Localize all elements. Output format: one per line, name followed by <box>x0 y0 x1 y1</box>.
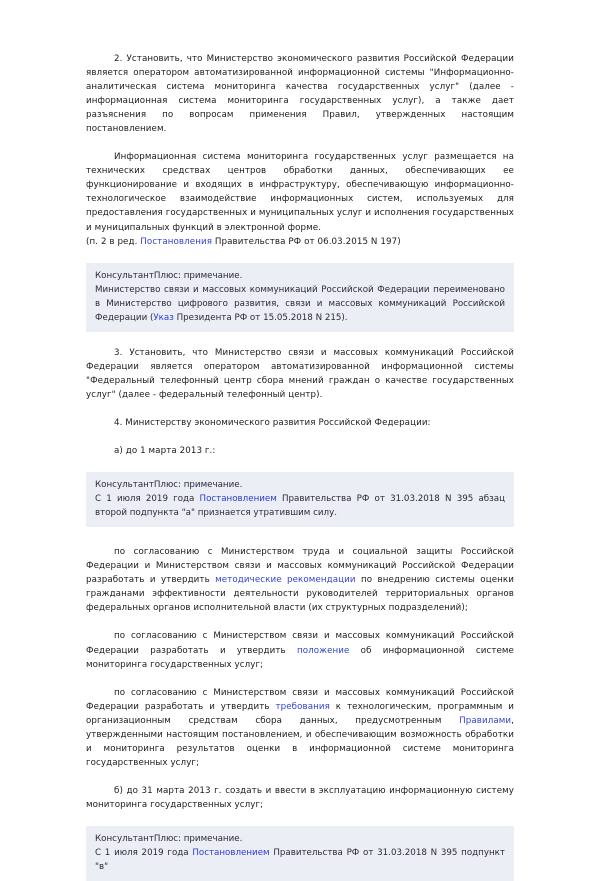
link-polozhenie[interactable]: положение <box>296 645 350 656</box>
recommendations-part-2: по внедрению системы оценки гражданами эффективности деятельности руководителей территориальных органов федеральных органов исполнительной власти (их структурных подразделений); <box>86 575 514 614</box>
amendment-suffix: Правительства РФ от 06.03.2015 N 197) <box>212 236 401 247</box>
item-b <box>86 784 514 812</box>
paragraph-2-text: 2. Установить, что Министерство экономического развития Российской Федерации является оператором автоматизированной информационной системы "Информационно-аналитическая система мониторинга качества государственных услуг" (далее - информационная система мониторинга государственных услуг), а также дает разъяснения по вопросам применения Правил, утвержденных настоящим постановлением. <box>86 54 514 135</box>
item-b-text: б) до 31 марта 2013 г. создать и ввести в эксплуатацию информационную систему мониторинга государственных услуг; <box>86 785 514 810</box>
paragraph-recommendations <box>86 545 514 615</box>
consultant-note-3 <box>86 826 514 881</box>
consultant-note-2-body <box>95 492 505 520</box>
link-postanovleniem-1[interactable]: Постановлением <box>199 494 277 505</box>
note-2-text-part-1: С 1 июля 2019 года <box>95 494 200 505</box>
paragraph-2 <box>86 52 514 136</box>
spacer <box>86 430 514 444</box>
spacer <box>86 402 514 416</box>
paragraph-info-system-text: Информационная система мониторинга государственных услуг размещается на технических средствах центров обработки данных, обеспечивающих ее функционирование и входящих в инфраструктуру, обеспечивающую информационно-технологическое взаимодействие информационных систем, используемых для предоставления государственных и муниципальных услуг и исполнения государственных и муниципальных функций в электронной форме. <box>86 152 514 233</box>
consultant-note-1-title: КонсультантПлюс: примечание. <box>95 270 243 281</box>
consultant-note-2-title: КонсультантПлюс: примечание. <box>95 480 243 491</box>
recommendations-part-1: по согласованию с Министерством труда и социальной защиты Российской Федерации и Министерством связи и массовых коммуникаций Российской Федерации разработать и утвердить <box>86 547 514 586</box>
trebovaniya-part-1: по согласованию с Министерством связи и массовых коммуникаций Российской Федерации разработать и утвердить <box>86 687 514 712</box>
consultant-note-3-title: КонсультантПлюс: примечание. <box>95 833 243 844</box>
spacer <box>86 527 514 545</box>
trebovaniya-part-3: , утвержденными настоящим постановлением, и обеспечивающим возможность обработки и мониторинга результатов оценки в информационной системе мониторинга государственных услуг; <box>86 715 514 768</box>
amendment-prefix: (п. 2 в ред. <box>86 236 141 247</box>
note-3-text-part-2: Правительства РФ от 31.03.2018 N 395 подпункт "в" <box>95 848 505 873</box>
trebovaniya-part-2: к технологическим, программным и организационным средствам сбора данных, предусмотренным <box>86 701 514 726</box>
note-2-text-part-2: Правительства РФ от 31.03.2018 N 395 абзац второй подпункта "а" признается утратившим силу. <box>95 494 505 519</box>
spacer <box>86 770 514 784</box>
paragraph-3 <box>86 346 514 402</box>
consultant-note-2 <box>86 472 514 527</box>
spacer <box>86 249 514 263</box>
paragraph-polozhenie <box>86 629 514 671</box>
note-1-text-part-1: Министерство связи и массовых коммуникаций Российской Федерации переименовано в Министерство цифрового развития, связи и массовых коммуникаций Российской Федерации ( <box>95 284 505 323</box>
consultant-note-3-body <box>95 846 505 874</box>
link-trebovaniya[interactable]: требования <box>275 701 330 712</box>
link-postanovleniem-2[interactable]: Постановлением <box>192 848 270 859</box>
paragraph-3-text: 3. Установить, что Министерство связи и массовых коммуникаций Российской Федерации является оператором автоматизированной информационной системы "Федеральный телефонный центр сбора мнений граждан о качестве государственных услуг" (далее - федеральный телефонный центр). <box>86 347 514 400</box>
spacer <box>86 136 514 150</box>
paragraph-4-text: 4. Министерству экономического развития Российской Федерации: <box>114 417 431 428</box>
paragraph-4 <box>86 416 514 430</box>
consultant-note-1-body <box>95 283 505 325</box>
link-ukaz[interactable]: Указ <box>153 312 174 323</box>
link-pravilami[interactable]: Правилами <box>459 715 512 726</box>
spacer <box>86 332 514 346</box>
spacer <box>86 672 514 686</box>
document-content <box>86 52 514 881</box>
spacer <box>86 458 514 472</box>
polozhenie-part-1: по согласованию с Министерством связи и массовых коммуникаций Российской Федерации разработать и утвердить <box>86 631 514 656</box>
paragraph-info-system <box>86 150 514 234</box>
polozhenie-part-2: об информационной системе мониторинга государственных услуг; <box>86 645 514 670</box>
item-a <box>86 444 514 458</box>
link-postanovleniya[interactable]: Постановления <box>140 236 213 247</box>
item-a-text: а) до 1 марта 2013 г.: <box>114 446 216 457</box>
consultant-note-1 <box>86 263 514 332</box>
note-1-text-part-2: Президента РФ от 15.05.2018 N 215). <box>173 312 348 323</box>
amendment-note-2 <box>86 235 514 249</box>
spacer <box>86 812 514 826</box>
paragraph-trebovaniya <box>86 686 514 770</box>
note-3-text-part-1: С 1 июля 2019 года <box>95 848 193 859</box>
link-metodicheskie-rekomendacii[interactable]: методические рекомендации <box>215 575 356 586</box>
spacer <box>86 615 514 629</box>
